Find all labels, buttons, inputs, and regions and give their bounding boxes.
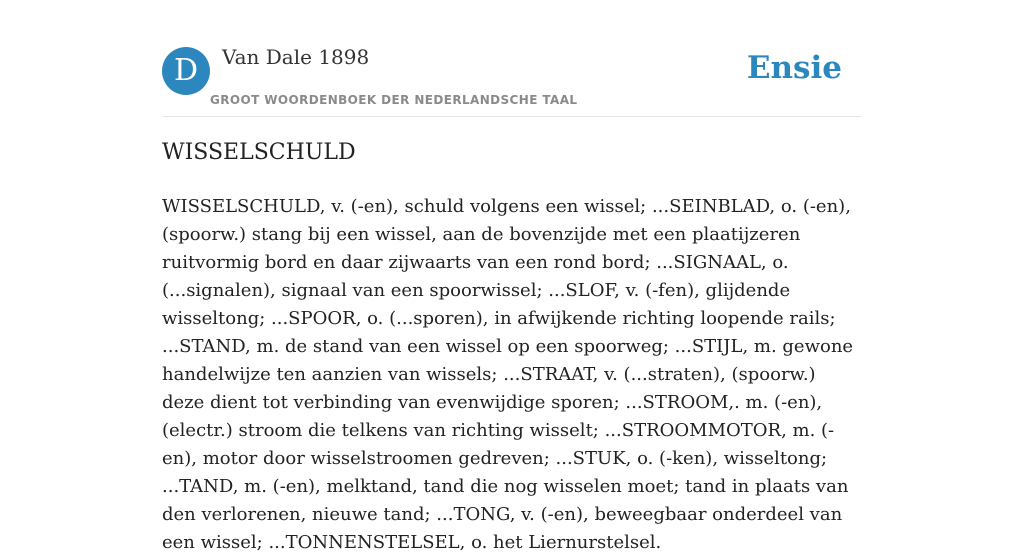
dictionary-title[interactable]: Van Dale 1898 (222, 45, 370, 69)
dictionary-header (162, 0, 862, 117)
entry-title: WISSELSCHULD (162, 140, 356, 165)
entry-definition: WISSELSCHULD, v. (-en), schuld volgens een wissel; ...SEINBLAD, o. (-en), (spoorw.) stang bij een wissel, aan de bovenzijde met een plaatijzeren ruitvormig bord en daar zijwaarts van een rond bord; ...SIGNAAL, o. (...signalen), signaal van een spoorwissel; ...SLOF, v. (-fen), glijdende wisseltong; ...SPOOR, o. (...sporen), in afwijkende richting loopende rails; ...STAND, m. de stand van een wissel op een spoorweg; ...STIJL, m. gewone handelwijze ten aanzien van wissels; ...STRAAT, v. (...straten), (spoorw.) deze dient tot verbinding van evenwijdige sporen; ...STROOM,. m. (-en), (electr.) stroom die telkens van richting wisselt; ...STROOMMOTOR, m. (-en), motor door wisselstroomen gedreven; ...STUK, o. (-ken), wisseltong; ...TAND, m. (-en), melktand, tand die nog wisselen moet; tand in plaats van den verlorenen, nieuwe tand; ...TONG, v. (-en), beweegbaar onderdeel van een wissel; ...TONNENSTELSEL, o. het Liernurstelsel. (162, 196, 854, 553)
dictionary-subtitle: GROOT WOORDENBOEK DER NEDERLANDSCHE TAAL (210, 93, 578, 107)
dictionary-logo-letter: D (173, 53, 199, 88)
dictionary-logo[interactable] (162, 47, 210, 95)
ensie-logo[interactable]: Ensie (746, 50, 842, 86)
